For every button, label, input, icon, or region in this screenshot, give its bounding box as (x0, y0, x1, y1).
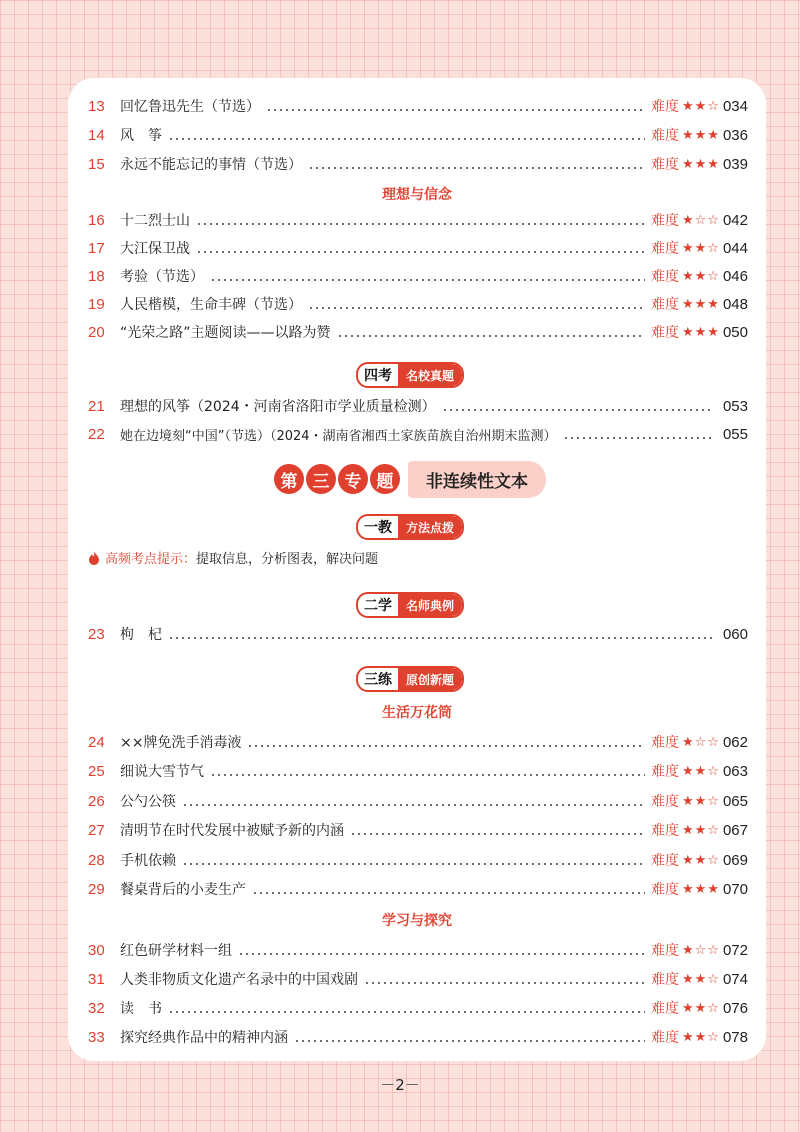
leader-dots (168, 123, 645, 147)
entry-title: 十二烈士山 (120, 213, 190, 229)
leader-dots (168, 622, 714, 646)
leader-dots (442, 394, 714, 418)
section-badge-exam (356, 362, 464, 388)
toc-entry[interactable] (88, 759, 748, 783)
difficulty-label: 难度 (651, 735, 679, 751)
page-number: 053 (722, 397, 748, 415)
entry-title: 人类非物质文化遗产名录中的中国戏剧 (120, 972, 358, 988)
page-number: 046 (722, 267, 748, 285)
leader-dots (210, 264, 645, 288)
tip-label: 高频考点提示： (105, 552, 197, 567)
tip-text: 提取信息，分析图表，解决问题 (196, 552, 379, 567)
difficulty-stars: ★★☆ (682, 822, 720, 838)
entry-title: 回忆鲁迅先生（节选） (120, 99, 260, 115)
difficulty-label: 难度 (651, 269, 679, 285)
badge-tag: 原创新题 (398, 668, 462, 690)
entry-number: 17 (88, 239, 105, 257)
toc-entry[interactable] (88, 422, 748, 446)
page-number: 042 (722, 211, 748, 229)
exam-tip (88, 548, 378, 567)
leader-dots (247, 730, 645, 754)
flame-icon (88, 551, 100, 565)
page-number: 069 (722, 851, 748, 869)
leader-dots (182, 789, 645, 813)
leader-dots (563, 422, 714, 446)
difficulty-stars: ★★★ (682, 156, 720, 172)
toc-entry[interactable] (88, 818, 748, 842)
entry-number: 18 (88, 267, 105, 285)
entry-title: 读 书 (120, 1001, 162, 1017)
difficulty-stars: ★★★ (682, 881, 720, 897)
page-number: 060 (722, 625, 748, 643)
page-number: 034 (722, 97, 748, 115)
difficulty-label: 难度 (651, 823, 679, 839)
toc-entry[interactable] (88, 938, 748, 962)
difficulty-label: 难度 (651, 972, 679, 988)
entry-number: 22 (88, 425, 105, 443)
page-number: 039 (722, 155, 748, 173)
leader-dots (294, 1025, 645, 1049)
difficulty-label: 难度 (651, 794, 679, 810)
leader-dots (350, 818, 645, 842)
page-number: 036 (722, 126, 748, 144)
entry-title: 细说大雪节气 (120, 764, 204, 780)
toc-entry[interactable] (88, 123, 748, 147)
difficulty-stars: ★★★ (682, 127, 720, 143)
difficulty-stars: ★☆☆ (682, 212, 720, 228)
entry-title: 红色研学材料一组 (120, 943, 232, 959)
difficulty-stars: ★★☆ (682, 268, 720, 284)
entry-number: 15 (88, 155, 105, 173)
page-number: 067 (722, 821, 748, 839)
page-number: 050 (722, 323, 748, 341)
toc-entry[interactable] (88, 94, 748, 118)
page-number: 074 (722, 970, 748, 988)
difficulty-stars: ★☆☆ (682, 942, 720, 958)
difficulty-label: 难度 (651, 297, 679, 313)
entry-title: 枸 杞 (120, 627, 162, 643)
difficulty-label: 难度 (651, 157, 679, 173)
entry-title: 永远不能忘记的事情（节选） (120, 157, 302, 173)
page-number: 044 (722, 239, 748, 257)
entry-title: “光荣之路”主题阅读——以路为赞 (120, 325, 331, 341)
entry-title: 她在边境刻“中国”（节选）（2024・湖南省湘西土家族苗族自治州期末监测） (120, 428, 557, 444)
difficulty-stars: ★★☆ (682, 971, 720, 987)
banner-char: 第 (274, 464, 304, 494)
leader-dots (308, 292, 645, 316)
toc-entry[interactable] (88, 730, 748, 754)
page-number: 063 (722, 762, 748, 780)
toc-entry[interactable] (88, 264, 748, 288)
entry-title: 风 筝 (120, 128, 162, 144)
badge-tag: 名校真题 (398, 364, 462, 386)
entry-title: 理想的风筝（2024・河南省洛阳市学业质量检测） (120, 399, 436, 415)
difficulty-label: 难度 (651, 99, 679, 115)
difficulty-label: 难度 (651, 882, 679, 898)
entry-title: 餐桌背后的小麦生产 (120, 882, 246, 898)
entry-title: ××牌免洗手消毒液 (120, 735, 242, 751)
toc-entry[interactable] (88, 877, 748, 901)
footer-page-number: －2－ (380, 1076, 420, 1094)
section-subheading: 生活万花筒 (382, 705, 452, 721)
difficulty-stars: ★★★ (682, 296, 720, 312)
badge-label: 三练 (364, 672, 392, 688)
leader-dots (337, 320, 645, 344)
toc-entry[interactable] (88, 152, 748, 176)
difficulty-label: 难度 (651, 853, 679, 869)
entry-title: 大江保卫战 (120, 241, 190, 257)
difficulty-stars: ★★☆ (682, 1000, 720, 1016)
leader-dots (182, 848, 645, 872)
badge-label: 四考 (364, 368, 392, 384)
entry-number: 20 (88, 323, 105, 341)
badge-tag: 方法点拨 (398, 516, 462, 538)
difficulty-stars: ★★☆ (682, 763, 720, 779)
difficulty-stars: ★★☆ (682, 98, 720, 114)
difficulty-stars: ★☆☆ (682, 734, 720, 750)
toc-entry[interactable] (88, 1025, 748, 1049)
entry-title: 手机依赖 (120, 853, 176, 869)
difficulty-stars: ★★☆ (682, 852, 720, 868)
section-subheading: 学习与探究 (382, 913, 452, 929)
leader-dots (252, 877, 645, 901)
leader-dots (210, 759, 645, 783)
entry-number: 19 (88, 295, 105, 313)
toc-entry[interactable] (88, 292, 748, 316)
entry-number: 16 (88, 211, 105, 229)
banner-char: 题 (370, 464, 400, 494)
page-number: 070 (722, 880, 748, 898)
toc-entry[interactable] (88, 622, 748, 646)
section-subheading: 理想与信念 (382, 187, 452, 203)
page-number: 072 (722, 941, 748, 959)
page-number: 048 (722, 295, 748, 313)
toc-entry[interactable] (88, 394, 748, 418)
entry-title: 公勺公筷 (120, 794, 176, 810)
leader-dots (238, 938, 645, 962)
entry-number: 33 (88, 1028, 105, 1046)
leader-dots (266, 94, 645, 118)
difficulty-stars: ★★☆ (682, 793, 720, 809)
entry-title: 人民楷模，生命丰碑（节选） (120, 297, 302, 313)
toc-entry[interactable] (88, 236, 748, 260)
difficulty-stars: ★★★ (682, 324, 720, 340)
entry-title: 清明节在时代发展中被赋予新的内涵 (120, 823, 344, 839)
chapter-title: 非连续性文本 (408, 461, 546, 498)
section-badge-learn (356, 592, 464, 618)
entry-number: 32 (88, 999, 105, 1017)
toc-entry[interactable] (88, 789, 748, 813)
section-badge-practice (356, 666, 464, 692)
entry-title: 考验（节选） (120, 269, 204, 285)
toc-entry[interactable] (88, 996, 748, 1020)
page-number: 062 (722, 733, 748, 751)
badge-label: 一教 (364, 520, 392, 536)
difficulty-label: 难度 (651, 1001, 679, 1017)
chapter-banner (274, 462, 546, 496)
entry-number: 28 (88, 851, 105, 869)
badge-label: 二学 (364, 598, 392, 614)
toc-entry[interactable] (88, 320, 748, 344)
toc-entry[interactable] (88, 208, 748, 232)
entry-number: 14 (88, 126, 105, 144)
difficulty-label: 难度 (651, 764, 679, 780)
badge-tag: 名师典例 (398, 594, 462, 616)
entry-title: 探究经典作品中的精神内涵 (120, 1030, 288, 1046)
difficulty-label: 难度 (651, 241, 679, 257)
entry-number: 29 (88, 880, 105, 898)
page-number: 078 (722, 1028, 748, 1046)
toc-entry[interactable] (88, 967, 748, 991)
difficulty-label: 难度 (651, 325, 679, 341)
entry-number: 21 (88, 397, 105, 415)
leader-dots (168, 996, 645, 1020)
entry-number: 24 (88, 733, 105, 751)
section-badge-teach (356, 514, 464, 540)
page-number: 076 (722, 999, 748, 1017)
difficulty-label: 难度 (651, 213, 679, 229)
banner-char: 三 (306, 464, 336, 494)
entry-number: 27 (88, 821, 105, 839)
page-number: 065 (722, 792, 748, 810)
banner-char: 专 (338, 464, 368, 494)
toc-entry[interactable] (88, 848, 748, 872)
difficulty-stars: ★★☆ (682, 240, 720, 256)
difficulty-label: 难度 (651, 1030, 679, 1046)
leader-dots (364, 967, 645, 991)
page-number: 055 (722, 425, 748, 443)
difficulty-stars: ★★☆ (682, 1029, 720, 1045)
leader-dots (196, 236, 645, 260)
entry-number: 13 (88, 97, 105, 115)
entry-number: 26 (88, 792, 105, 810)
leader-dots (308, 152, 645, 176)
entry-number: 30 (88, 941, 105, 959)
entry-number: 23 (88, 625, 105, 643)
leader-dots (196, 208, 645, 232)
entry-number: 25 (88, 762, 105, 780)
entry-number: 31 (88, 970, 105, 988)
difficulty-label: 难度 (651, 943, 679, 959)
difficulty-label: 难度 (651, 128, 679, 144)
